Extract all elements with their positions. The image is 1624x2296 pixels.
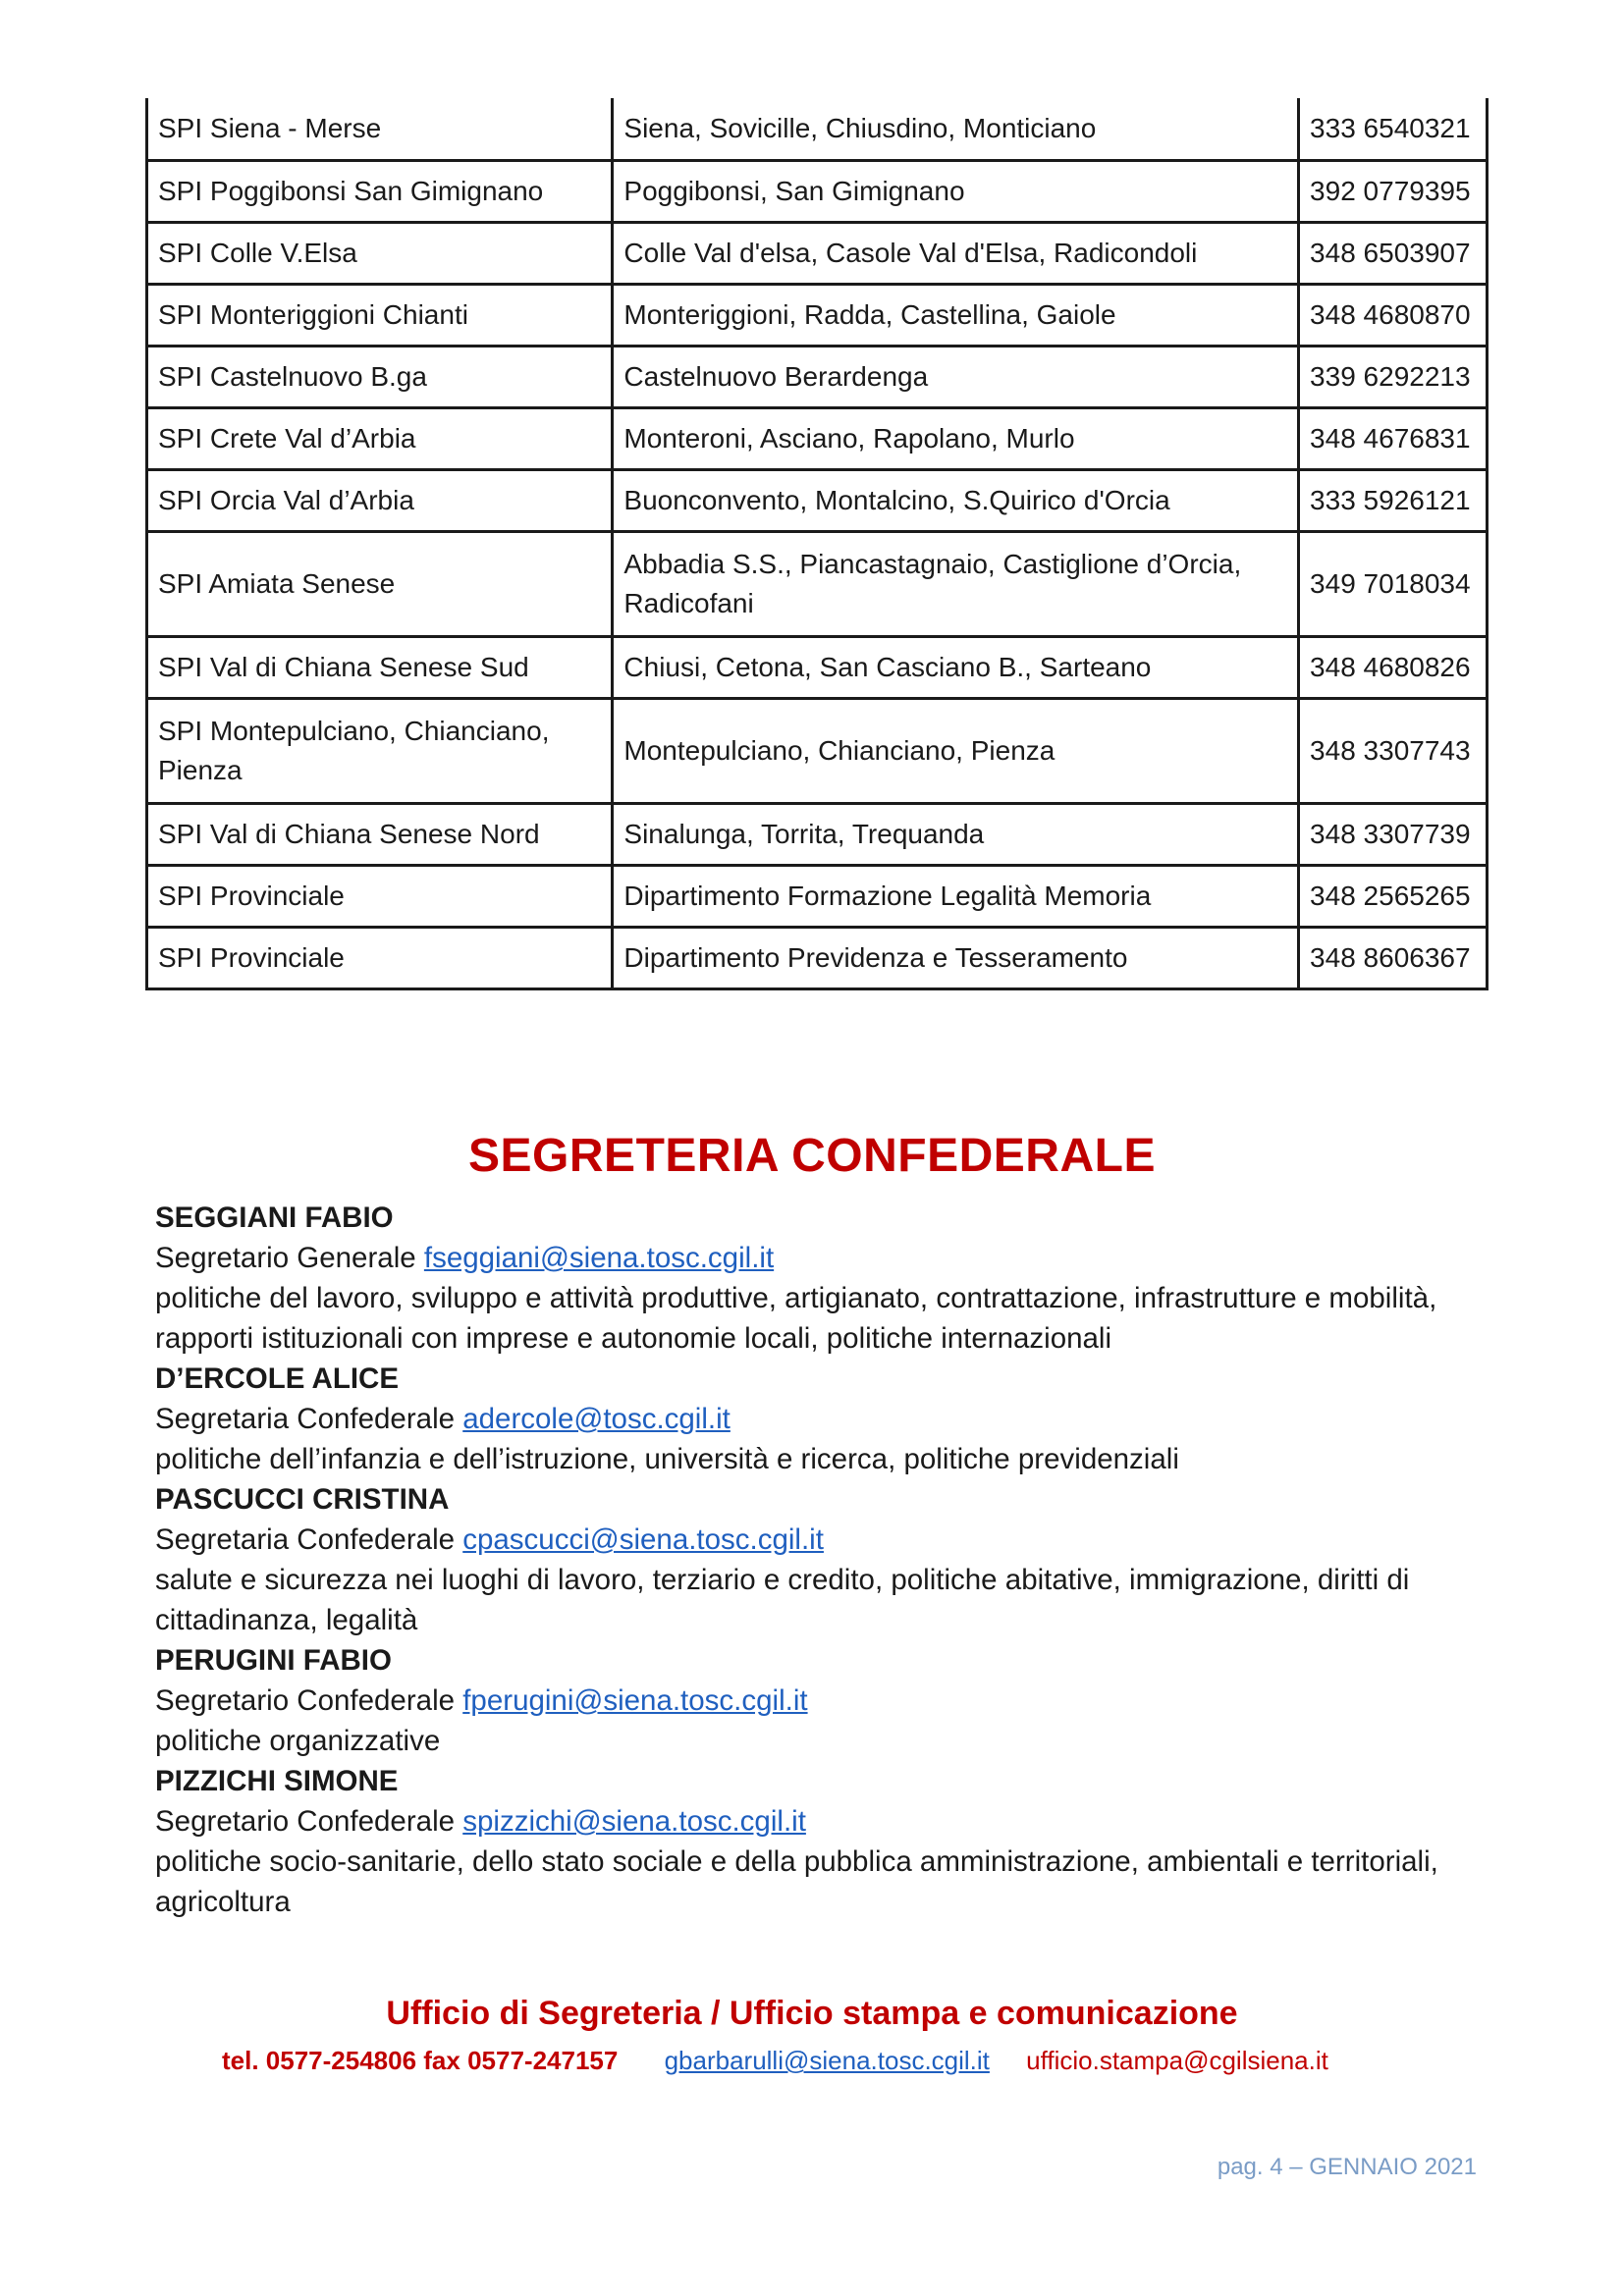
spi-name-cell: SPI Orcia Val d’Arbia <box>147 469 613 531</box>
member-entry <box>155 1761 1471 1922</box>
member-role: Segretario Confederale <box>155 1684 456 1717</box>
spi-contacts-table <box>145 98 1489 990</box>
table-row <box>147 531 1488 636</box>
spi-name-cell: SPI Poggibonsi San Gimignano <box>147 160 613 222</box>
member-role-line <box>155 1238 1471 1278</box>
footer-contacts <box>222 2046 1328 2076</box>
table-row <box>147 160 1488 222</box>
spi-phone-cell: 392 0779395 <box>1299 160 1488 222</box>
member-role: Segretaria Confederale <box>155 1403 456 1435</box>
spi-area-cell: Abbadia S.S., Piancastagnaio, Castiglione d’Orcia, Radicofani <box>613 531 1299 636</box>
spi-area-cell: Monteriggioni, Radda, Castellina, Gaiole <box>613 284 1299 346</box>
table-row <box>147 346 1488 407</box>
member-email-link[interactable]: fperugini@siena.tosc.cgil.it <box>462 1684 808 1717</box>
spi-name-cell: SPI Val di Chiana Senese Sud <box>147 636 613 698</box>
spi-phone-cell: 349 7018034 <box>1299 531 1488 636</box>
table-row <box>147 284 1488 346</box>
spi-name-cell: SPI Provinciale <box>147 927 613 988</box>
segreteria-title: SEGRETERIA CONFEDERALE <box>468 1130 1156 1182</box>
spi-phone-cell: 348 6503907 <box>1299 222 1488 284</box>
member-entry <box>155 1640 1471 1761</box>
spi-phone-cell: 348 8606367 <box>1299 927 1488 988</box>
spi-phone-cell: 348 3307743 <box>1299 698 1488 803</box>
member-email-link[interactable]: spizzichi@siena.tosc.cgil.it <box>462 1805 806 1838</box>
member-description: politiche dell’infanzia e dell’istruzione, università e ricerca, politiche previdenziali <box>155 1443 1179 1475</box>
spi-phone-cell: 348 2565265 <box>1299 865 1488 927</box>
spi-name-cell: SPI Crete Val d’Arbia <box>147 407 613 469</box>
table-row <box>147 803 1488 865</box>
member-name: PERUGINI FABIO <box>155 1644 392 1677</box>
spi-name-cell: SPI Castelnuovo B.ga <box>147 346 613 407</box>
member-role: Segretaria Confederale <box>155 1523 456 1556</box>
spi-area-cell: Castelnuovo Berardenga <box>613 346 1299 407</box>
spi-name-cell: SPI Monteriggioni Chianti <box>147 284 613 346</box>
table-row <box>147 636 1488 698</box>
segreteria-members <box>155 1198 1471 1922</box>
spi-area-cell: Chiusi, Cetona, San Casciano B., Sarteano <box>613 636 1299 698</box>
spi-phone-cell: 333 5926121 <box>1299 469 1488 531</box>
spi-area-cell: Siena, Sovicille, Chiusdino, Monticiano <box>613 98 1299 160</box>
member-role-line <box>155 1399 1471 1439</box>
table-row <box>147 469 1488 531</box>
spi-area-cell: Monteroni, Asciano, Rapolano, Murlo <box>613 407 1299 469</box>
table-row <box>147 927 1488 988</box>
member-role-line <box>155 1681 1471 1721</box>
member-description: politiche del lavoro, sviluppo e attività produttive, artigianato, contrattazione, infrastrutture e mobilità, rapporti istituzionali con imprese e autonomie locali, politiche internazionali <box>155 1282 1437 1355</box>
spi-phone-cell: 348 4680826 <box>1299 636 1488 698</box>
footer-title: Ufficio di Segreteria / Ufficio stampa e comunicazione <box>386 1995 1238 2032</box>
spi-area-cell: Colle Val d'elsa, Casole Val d'Elsa, Radicondoli <box>613 222 1299 284</box>
member-entry <box>155 1479 1471 1640</box>
spi-area-cell: Sinalunga, Torrita, Trequanda <box>613 803 1299 865</box>
spi-area-cell: Dipartimento Formazione Legalità Memoria <box>613 865 1299 927</box>
spi-area-cell: Dipartimento Previdenza e Tesseramento <box>613 927 1299 988</box>
spi-area-cell: Poggibonsi, San Gimignano <box>613 160 1299 222</box>
member-role-line <box>155 1801 1471 1842</box>
spi-name-cell: SPI Montepulciano, Chianciano, Pienza <box>147 698 613 803</box>
member-name: PASCUCCI CRISTINA <box>155 1483 450 1516</box>
member-description: politiche socio-sanitarie, dello stato sociale e della pubblica amministrazione, ambientali e territoriali, agricoltura <box>155 1845 1438 1918</box>
footer-phone-fax: tel. 0577-254806 fax 0577-247157 <box>222 2046 619 2075</box>
spi-phone-cell: 339 6292213 <box>1299 346 1488 407</box>
member-role: Segretario Generale <box>155 1242 416 1274</box>
spi-name-cell: SPI Val di Chiana Senese Nord <box>147 803 613 865</box>
member-entry <box>155 1359 1471 1479</box>
spi-phone-cell: 348 4676831 <box>1299 407 1488 469</box>
spi-name-cell: SPI Amiata Senese <box>147 531 613 636</box>
spi-area-cell: Montepulciano, Chianciano, Pienza <box>613 698 1299 803</box>
spi-name-cell: SPI Colle V.Elsa <box>147 222 613 284</box>
member-email-link[interactable]: adercole@tosc.cgil.it <box>462 1403 731 1435</box>
table-row <box>147 698 1488 803</box>
table-row <box>147 222 1488 284</box>
spi-phone-cell: 333 6540321 <box>1299 98 1488 160</box>
table-row <box>147 98 1488 160</box>
spi-name-cell: SPI Siena - Merse <box>147 98 613 160</box>
spi-phone-cell: 348 4680870 <box>1299 284 1488 346</box>
member-email-link[interactable]: fseggiani@siena.tosc.cgil.it <box>423 1242 775 1274</box>
member-name: PIZZICHI SIMONE <box>155 1765 399 1797</box>
page-number: pag. 4 – GENNAIO 2021 <box>1217 2154 1477 2180</box>
table-row <box>147 865 1488 927</box>
member-entry <box>155 1198 1471 1359</box>
member-description: salute e sicurezza nei luoghi di lavoro, terziario e credito, politiche abitative, immigrazione, diritti di cittadinanza, legalità <box>155 1564 1410 1636</box>
spi-area-cell: Buonconvento, Montalcino, S.Quirico d'Orcia <box>613 469 1299 531</box>
spi-name-cell: SPI Provinciale <box>147 865 613 927</box>
footer-email-link[interactable]: gbarbarulli@siena.tosc.cgil.it <box>664 2046 990 2075</box>
member-role-line <box>155 1520 1471 1560</box>
member-name: D’ERCOLE ALICE <box>155 1362 400 1395</box>
member-name: SEGGIANI FABIO <box>155 1201 394 1234</box>
member-email-link[interactable]: cpascucci@siena.tosc.cgil.it <box>462 1523 824 1556</box>
footer-press-email: ufficio.stampa@cgilsiena.it <box>1026 2046 1328 2075</box>
table-row <box>147 407 1488 469</box>
spi-phone-cell: 348 3307739 <box>1299 803 1488 865</box>
member-role: Segretario Confederale <box>155 1805 456 1838</box>
member-description: politiche organizzative <box>155 1725 441 1757</box>
